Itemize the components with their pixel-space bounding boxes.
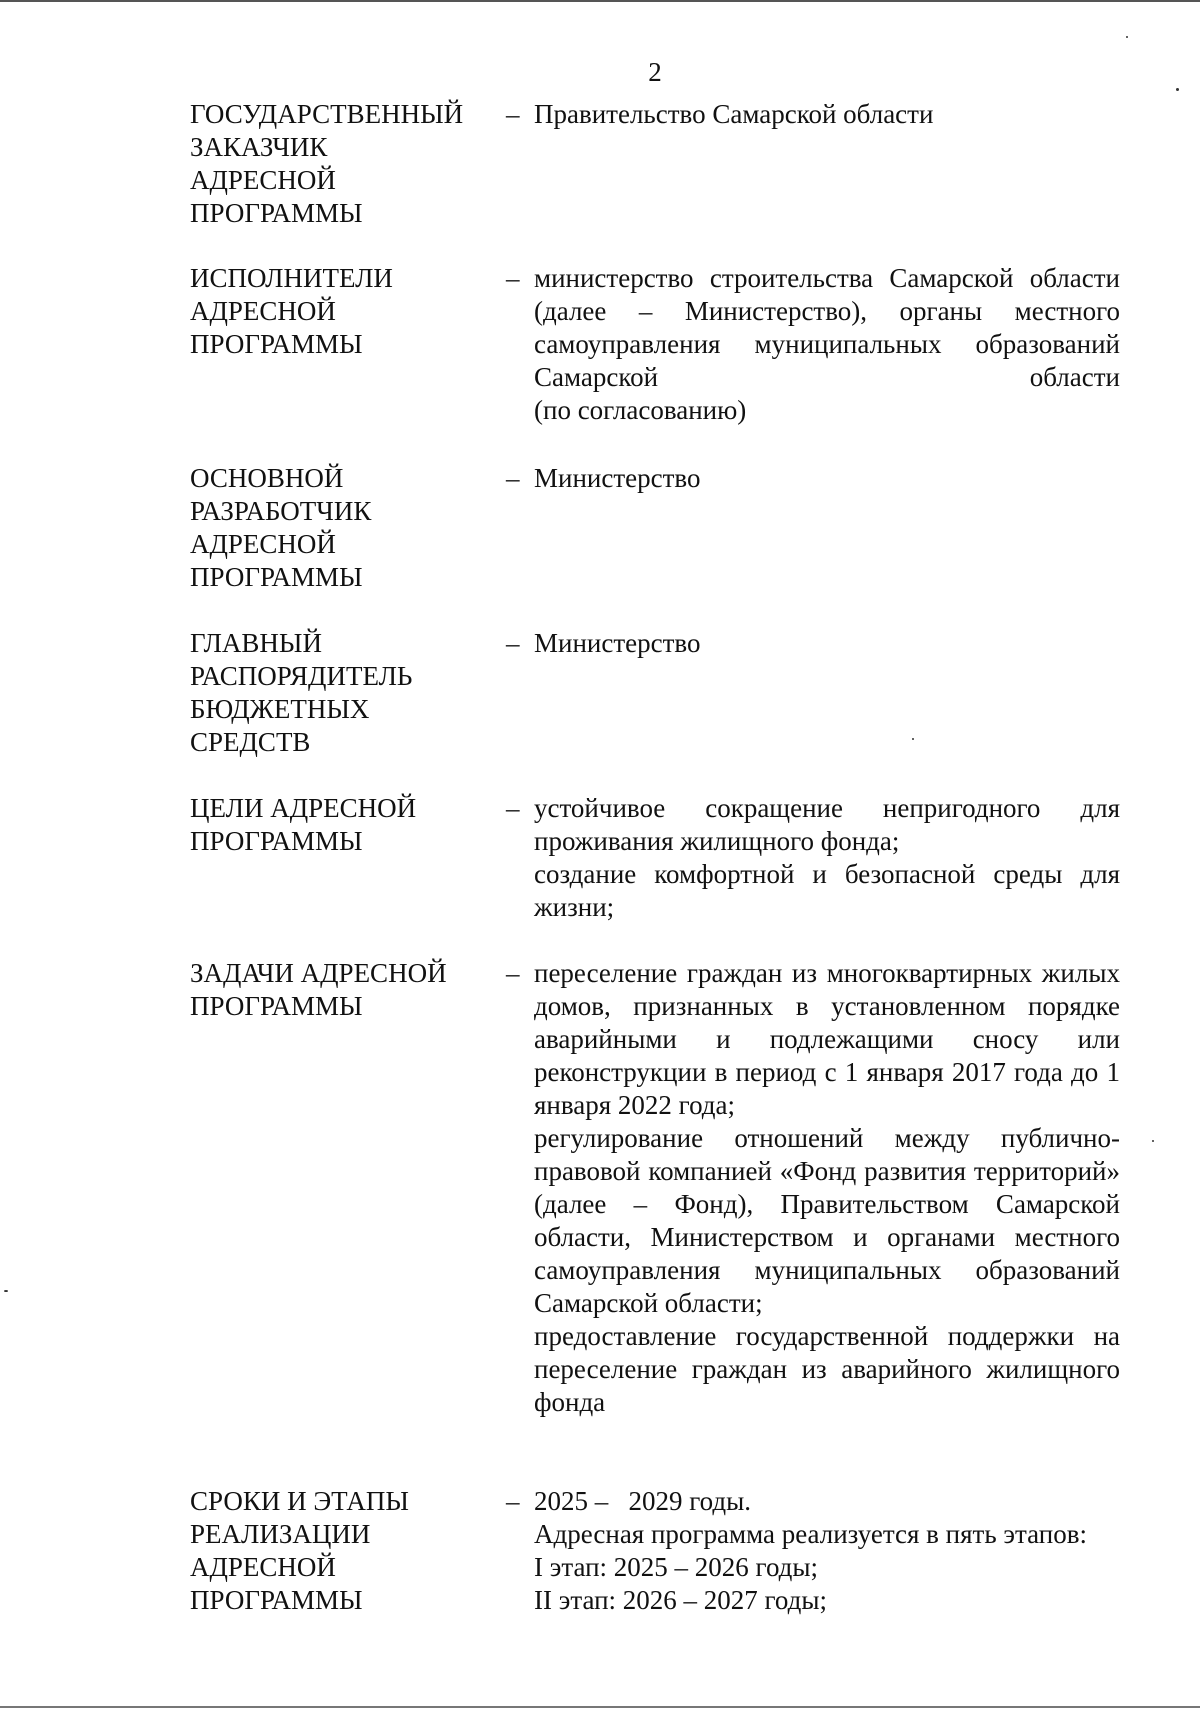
section-label: СРОКИ И ЭТАПЫ РЕАЛИЗАЦИИ АДРЕСНОЙ ПРОГРАММЫ xyxy=(190,1486,409,1615)
scan-speck xyxy=(1126,36,1128,38)
content-paragraph: предоставление государственной поддержки на переселение граждан из аварийного жилищного фонда xyxy=(534,1321,1120,1417)
content-paragraph: Министерство xyxy=(534,628,701,658)
section-label: ГЛАВНЫЙ РАСПОРЯДИТЕЛЬ БЮДЖЕТНЫХ СРЕДСТВ xyxy=(190,628,413,757)
section-content xyxy=(534,792,1120,924)
page-number: 2 xyxy=(648,57,662,87)
section-dash: – xyxy=(506,1486,520,1516)
content-paragraph: Министерство xyxy=(534,463,701,493)
content-paragraph: Адресная программа реализуется в пять этапов: xyxy=(534,1519,1087,1549)
section-content xyxy=(534,627,1120,660)
section-dash: – xyxy=(506,99,520,129)
section-label: ГОСУДАРСТВЕННЫЙ ЗАКАЗЧИК АДРЕСНОЙ ПРОГРАММЫ xyxy=(190,99,464,228)
content-paragraph: II этап: 2026 – 2027 годы; xyxy=(534,1585,828,1615)
section-content xyxy=(534,262,1120,427)
section-label: ЗАДАЧИ АДРЕСНОЙ ПРОГРАММЫ xyxy=(190,958,447,1021)
section-content xyxy=(534,1485,1120,1617)
section-content xyxy=(534,957,1120,1419)
section-dash: – xyxy=(506,628,520,658)
content-paragraph: Правительство Самарской области xyxy=(534,99,934,129)
section-content xyxy=(534,98,1120,131)
content-paragraph: 2025 – 2029 годы. xyxy=(534,1486,752,1516)
content-paragraph: создание комфортной и безопасной среды для жизни; xyxy=(534,859,1120,922)
scan-border-bottom xyxy=(0,1706,1200,1708)
content-paragraph: устойчивое сокращение непригодного для проживания жилищного фонда; xyxy=(534,793,1120,856)
section-label: ОСНОВНОЙ РАЗРАБОТЧИК АДРЕСНОЙ ПРОГРАММЫ xyxy=(190,463,372,592)
content-paragraph: министерство строительства Самарской области (далее – Министерство), органы местного самоуправления муниципальных образований Самарской области xyxy=(534,263,1120,392)
scan-speck xyxy=(1176,88,1179,91)
content-paragraph: (по согласованию) xyxy=(534,395,747,425)
section-dash: – xyxy=(506,958,520,988)
section-dash: – xyxy=(506,463,520,493)
scan-speck xyxy=(4,1290,8,1292)
scan-speck xyxy=(1152,1140,1154,1142)
content-paragraph: переселение граждан из многоквартирных жилых домов, признанных в установленном порядке аварийными и подлежащими сносу или реконструкции в период с 1 января 2017 года до 1 января 2022 года; xyxy=(534,958,1120,1120)
section-dash: – xyxy=(506,263,520,293)
content-paragraph: I этап: 2025 – 2026 годы; xyxy=(534,1552,819,1582)
scan-border-top xyxy=(0,0,1200,2)
section-label: ИСПОЛНИТЕЛИ АДРЕСНОЙ ПРОГРАММЫ xyxy=(190,263,393,359)
section-label: ЦЕЛИ АДРЕСНОЙ ПРОГРАММЫ xyxy=(190,793,417,856)
section-dash: – xyxy=(506,793,520,823)
section-content xyxy=(534,462,1120,495)
scan-speck xyxy=(912,738,914,740)
content-paragraph: регулирование отношений между публично-правовой компанией «Фонд развития территорий» (далее – Фонд), Правительством Самарской области, Министерством и органами местного самоуправления муниципальных образований Самарской области; xyxy=(534,1123,1120,1318)
